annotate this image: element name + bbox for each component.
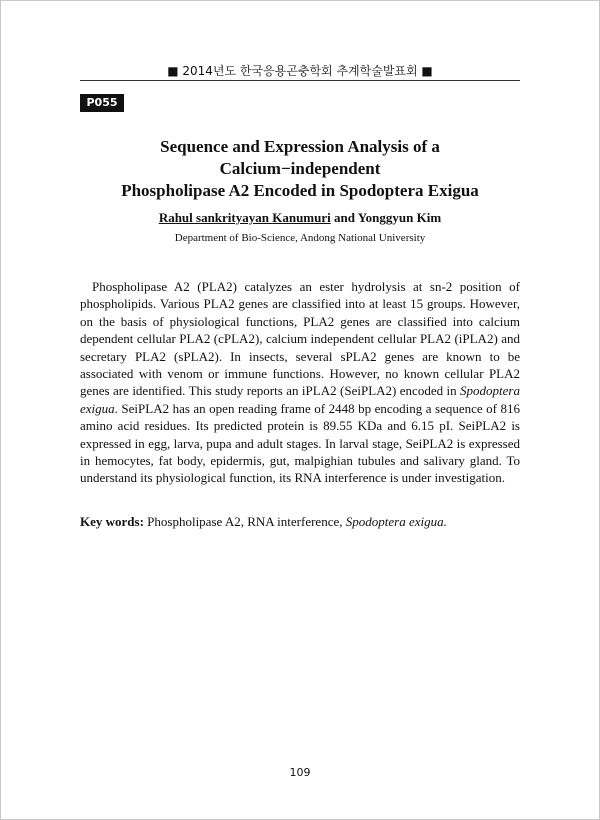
author-1: Rahul sankrityayan Kanumuri [158, 210, 331, 225]
abstract-paragraph [80, 278, 520, 487]
title-line-2: Phospholipase A2 Encoded in Spodoptera Exigua [121, 181, 479, 200]
author-2: Yonggyun Kim [357, 210, 442, 225]
keywords-text: Phospholipase A2, RNA interference, [143, 514, 346, 529]
paper-title [80, 136, 520, 202]
abstract-text-1: Phospholipase A2 (PLA2) catalyzes an ester hydrolysis at sn-2 position of phospholipids. Various PLA2 genes are classified into at least 15 groups. However, on the basis of physiological functions, PLA2 genes are classified into calcium dependent cellular PLA2 (cPLA2), calcium independent cellular PLA2 (iPLA2) and secretary PLA2 (sPLA2). In insects, several sPLA2 genes are known to be associated with venom or immune functions. However, no known cellular PLA2 genes are identified. This study reports an iPLA2 (SeiPLA2) encoded in [80, 279, 520, 399]
keywords-label: Key words: [80, 514, 144, 529]
abstract [80, 278, 520, 487]
affiliation: Department of Bio-Science, Andong National University [174, 232, 426, 244]
paper-code-badge: P055 [80, 94, 124, 112]
title-line-1: Sequence and Expression Analysis of a Calcium−independent [160, 137, 440, 178]
page-number: 109 [289, 766, 311, 779]
header-rule [80, 80, 520, 81]
keywords [80, 514, 520, 530]
abstract-text-2: . SeiPLA2 has an open reading frame of 2448 bp encoding a sequence of 816 amino acid residues. Its predicted protein is 89.55 KDa and 6.15 pI. SeiPLA2 is expressed in egg, larva, pupa and adult stages. In larval stage, SeiPLA2 is expressed in hemocytes, fat body, epidermis, gut, malpighian tubules and salivary gland. To understand its physiological function, its RNA interference is under investigation. [80, 400, 520, 486]
author-separator: and [330, 210, 358, 225]
running-header: ■ 2014년도 한국응용곤충학회 추계학술발표회 ■ [167, 64, 433, 78]
author-list [80, 210, 520, 226]
abstract-species: Spodoptera exigua [80, 383, 520, 416]
keywords-species: Spodoptera exigua. [345, 514, 447, 529]
